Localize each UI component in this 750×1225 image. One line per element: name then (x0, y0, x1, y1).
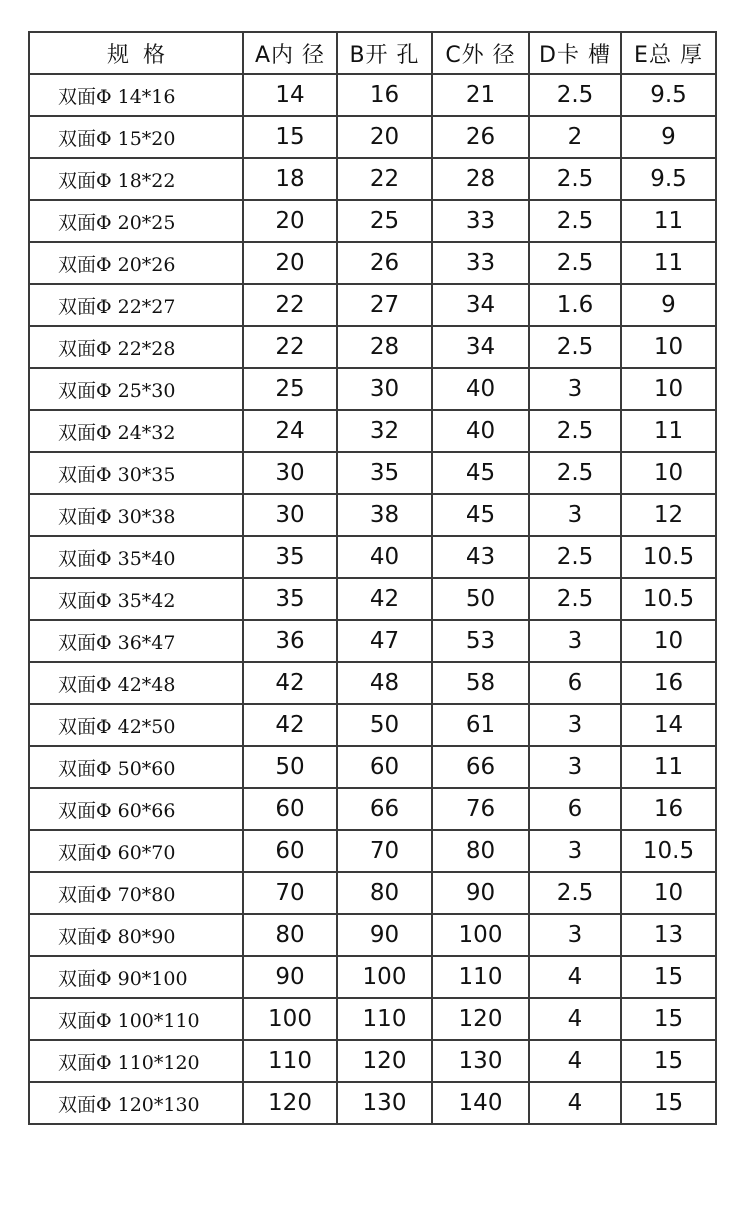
cell-spec: 双面Φ 70*80 (29, 872, 243, 914)
cell-groove: 2.5 (529, 200, 621, 242)
cell-total-thickness: 15 (621, 1040, 716, 1082)
cell-outer-diameter: 66 (432, 746, 529, 788)
cell-inner-diameter: 20 (243, 200, 337, 242)
cell-outer-diameter: 110 (432, 956, 529, 998)
table-row (29, 536, 716, 578)
cell-inner-diameter: 22 (243, 326, 337, 368)
cell-groove: 3 (529, 368, 621, 410)
cell-groove: 3 (529, 746, 621, 788)
cell-spec: 双面Φ 30*35 (29, 452, 243, 494)
table-row (29, 284, 716, 326)
cell-groove: 4 (529, 1082, 621, 1124)
cell-opening: 22 (337, 158, 432, 200)
cell-spec: 双面Φ 60*70 (29, 830, 243, 872)
cell-inner-diameter: 35 (243, 536, 337, 578)
cell-outer-diameter: 28 (432, 158, 529, 200)
cell-opening: 30 (337, 368, 432, 410)
cell-total-thickness: 11 (621, 410, 716, 452)
cell-inner-diameter: 100 (243, 998, 337, 1040)
cell-opening: 28 (337, 326, 432, 368)
table-row (29, 494, 716, 536)
table-row (29, 158, 716, 200)
cell-outer-diameter: 43 (432, 536, 529, 578)
cell-total-thickness: 10 (621, 368, 716, 410)
cell-spec: 双面Φ 24*32 (29, 410, 243, 452)
cell-spec: 双面Φ 35*42 (29, 578, 243, 620)
cell-total-thickness: 14 (621, 704, 716, 746)
cell-inner-diameter: 24 (243, 410, 337, 452)
cell-spec: 双面Φ 30*38 (29, 494, 243, 536)
cell-groove: 2.5 (529, 452, 621, 494)
cell-inner-diameter: 90 (243, 956, 337, 998)
cell-groove: 3 (529, 704, 621, 746)
table-row (29, 74, 716, 116)
cell-groove: 2.5 (529, 74, 621, 116)
cell-outer-diameter: 26 (432, 116, 529, 158)
cell-spec: 双面Φ 100*110 (29, 998, 243, 1040)
cell-outer-diameter: 130 (432, 1040, 529, 1082)
cell-opening: 80 (337, 872, 432, 914)
cell-opening: 90 (337, 914, 432, 956)
cell-spec: 双面Φ 36*47 (29, 620, 243, 662)
cell-total-thickness: 10 (621, 452, 716, 494)
cell-groove: 2.5 (529, 242, 621, 284)
cell-outer-diameter: 40 (432, 368, 529, 410)
cell-opening: 16 (337, 74, 432, 116)
cell-total-thickness: 10 (621, 620, 716, 662)
cell-outer-diameter: 50 (432, 578, 529, 620)
table-row (29, 116, 716, 158)
cell-inner-diameter: 110 (243, 1040, 337, 1082)
cell-groove: 6 (529, 788, 621, 830)
cell-groove: 2.5 (529, 872, 621, 914)
table-row (29, 956, 716, 998)
cell-total-thickness: 15 (621, 956, 716, 998)
cell-spec: 双面Φ 14*16 (29, 74, 243, 116)
cell-total-thickness: 9 (621, 116, 716, 158)
cell-opening: 100 (337, 956, 432, 998)
table-row (29, 704, 716, 746)
cell-total-thickness: 10.5 (621, 830, 716, 872)
table-row (29, 578, 716, 620)
cell-outer-diameter: 61 (432, 704, 529, 746)
cell-spec: 双面Φ 80*90 (29, 914, 243, 956)
cell-total-thickness: 10.5 (621, 536, 716, 578)
table-row (29, 662, 716, 704)
cell-inner-diameter: 30 (243, 452, 337, 494)
cell-groove: 2 (529, 116, 621, 158)
cell-total-thickness: 11 (621, 746, 716, 788)
header-outer-diameter: C外 径 (432, 32, 529, 74)
cell-opening: 38 (337, 494, 432, 536)
cell-total-thickness: 10 (621, 326, 716, 368)
cell-opening: 26 (337, 242, 432, 284)
cell-outer-diameter: 58 (432, 662, 529, 704)
cell-inner-diameter: 60 (243, 830, 337, 872)
cell-opening: 66 (337, 788, 432, 830)
table-row (29, 872, 716, 914)
cell-groove: 4 (529, 1040, 621, 1082)
cell-groove: 2.5 (529, 158, 621, 200)
cell-opening: 20 (337, 116, 432, 158)
header-spec: 规 格 (29, 32, 243, 74)
cell-outer-diameter: 53 (432, 620, 529, 662)
table-row (29, 788, 716, 830)
cell-opening: 70 (337, 830, 432, 872)
cell-outer-diameter: 33 (432, 242, 529, 284)
table-row (29, 914, 716, 956)
cell-opening: 25 (337, 200, 432, 242)
cell-inner-diameter: 120 (243, 1082, 337, 1124)
cell-spec: 双面Φ 42*48 (29, 662, 243, 704)
cell-inner-diameter: 42 (243, 704, 337, 746)
cell-opening: 50 (337, 704, 432, 746)
cell-groove: 4 (529, 956, 621, 998)
cell-spec: 双面Φ 35*40 (29, 536, 243, 578)
cell-inner-diameter: 70 (243, 872, 337, 914)
header-total-thickness: E总 厚 (621, 32, 716, 74)
table-row (29, 452, 716, 494)
table-row (29, 1082, 716, 1124)
cell-opening: 27 (337, 284, 432, 326)
cell-outer-diameter: 120 (432, 998, 529, 1040)
cell-total-thickness: 13 (621, 914, 716, 956)
cell-total-thickness: 12 (621, 494, 716, 536)
cell-inner-diameter: 20 (243, 242, 337, 284)
cell-spec: 双面Φ 22*27 (29, 284, 243, 326)
cell-opening: 47 (337, 620, 432, 662)
cell-spec: 双面Φ 90*100 (29, 956, 243, 998)
cell-opening: 60 (337, 746, 432, 788)
header-opening: B开 孔 (337, 32, 432, 74)
cell-total-thickness: 16 (621, 788, 716, 830)
table-row (29, 368, 716, 410)
cell-outer-diameter: 34 (432, 326, 529, 368)
table-row (29, 830, 716, 872)
cell-inner-diameter: 25 (243, 368, 337, 410)
table-row (29, 242, 716, 284)
cell-groove: 3 (529, 914, 621, 956)
cell-inner-diameter: 30 (243, 494, 337, 536)
cell-opening: 120 (337, 1040, 432, 1082)
cell-outer-diameter: 80 (432, 830, 529, 872)
cell-spec: 双面Φ 120*130 (29, 1082, 243, 1124)
table-row (29, 410, 716, 452)
cell-inner-diameter: 35 (243, 578, 337, 620)
table-header (29, 32, 716, 74)
cell-outer-diameter: 21 (432, 74, 529, 116)
cell-outer-diameter: 90 (432, 872, 529, 914)
cell-groove: 3 (529, 830, 621, 872)
cell-groove: 2.5 (529, 578, 621, 620)
table-row (29, 746, 716, 788)
header-groove: D卡 槽 (529, 32, 621, 74)
cell-total-thickness: 11 (621, 200, 716, 242)
cell-outer-diameter: 33 (432, 200, 529, 242)
cell-groove: 2.5 (529, 536, 621, 578)
cell-total-thickness: 15 (621, 1082, 716, 1124)
cell-inner-diameter: 80 (243, 914, 337, 956)
cell-opening: 110 (337, 998, 432, 1040)
cell-inner-diameter: 42 (243, 662, 337, 704)
cell-groove: 4 (529, 998, 621, 1040)
table-row (29, 998, 716, 1040)
header-inner-diameter: A内 径 (243, 32, 337, 74)
cell-spec: 双面Φ 110*120 (29, 1040, 243, 1082)
cell-outer-diameter: 45 (432, 452, 529, 494)
cell-outer-diameter: 76 (432, 788, 529, 830)
cell-total-thickness: 9.5 (621, 158, 716, 200)
table-body (29, 74, 716, 1124)
table-row (29, 1040, 716, 1082)
cell-outer-diameter: 45 (432, 494, 529, 536)
cell-total-thickness: 11 (621, 242, 716, 284)
header-row (29, 32, 716, 74)
cell-inner-diameter: 15 (243, 116, 337, 158)
cell-spec: 双面Φ 18*22 (29, 158, 243, 200)
cell-groove: 2.5 (529, 410, 621, 452)
cell-inner-diameter: 60 (243, 788, 337, 830)
cell-opening: 35 (337, 452, 432, 494)
cell-outer-diameter: 100 (432, 914, 529, 956)
table-row (29, 620, 716, 662)
cell-outer-diameter: 34 (432, 284, 529, 326)
table-row (29, 326, 716, 368)
cell-opening: 32 (337, 410, 432, 452)
cell-opening: 48 (337, 662, 432, 704)
cell-total-thickness: 16 (621, 662, 716, 704)
cell-total-thickness: 9 (621, 284, 716, 326)
cell-total-thickness: 10.5 (621, 578, 716, 620)
cell-outer-diameter: 140 (432, 1082, 529, 1124)
cell-inner-diameter: 36 (243, 620, 337, 662)
cell-spec: 双面Φ 22*28 (29, 326, 243, 368)
cell-groove: 6 (529, 662, 621, 704)
cell-spec: 双面Φ 42*50 (29, 704, 243, 746)
cell-opening: 130 (337, 1082, 432, 1124)
table-row (29, 200, 716, 242)
cell-spec: 双面Φ 50*60 (29, 746, 243, 788)
cell-inner-diameter: 18 (243, 158, 337, 200)
spec-table (28, 31, 717, 1125)
cell-spec: 双面Φ 20*26 (29, 242, 243, 284)
cell-total-thickness: 15 (621, 998, 716, 1040)
cell-inner-diameter: 50 (243, 746, 337, 788)
cell-groove: 1.6 (529, 284, 621, 326)
cell-spec: 双面Φ 20*25 (29, 200, 243, 242)
cell-opening: 40 (337, 536, 432, 578)
cell-outer-diameter: 40 (432, 410, 529, 452)
cell-groove: 3 (529, 620, 621, 662)
cell-inner-diameter: 14 (243, 74, 337, 116)
cell-opening: 42 (337, 578, 432, 620)
cell-groove: 3 (529, 494, 621, 536)
cell-spec: 双面Φ 25*30 (29, 368, 243, 410)
cell-inner-diameter: 22 (243, 284, 337, 326)
cell-groove: 2.5 (529, 326, 621, 368)
cell-total-thickness: 9.5 (621, 74, 716, 116)
cell-spec: 双面Φ 15*20 (29, 116, 243, 158)
cell-total-thickness: 10 (621, 872, 716, 914)
cell-spec: 双面Φ 60*66 (29, 788, 243, 830)
